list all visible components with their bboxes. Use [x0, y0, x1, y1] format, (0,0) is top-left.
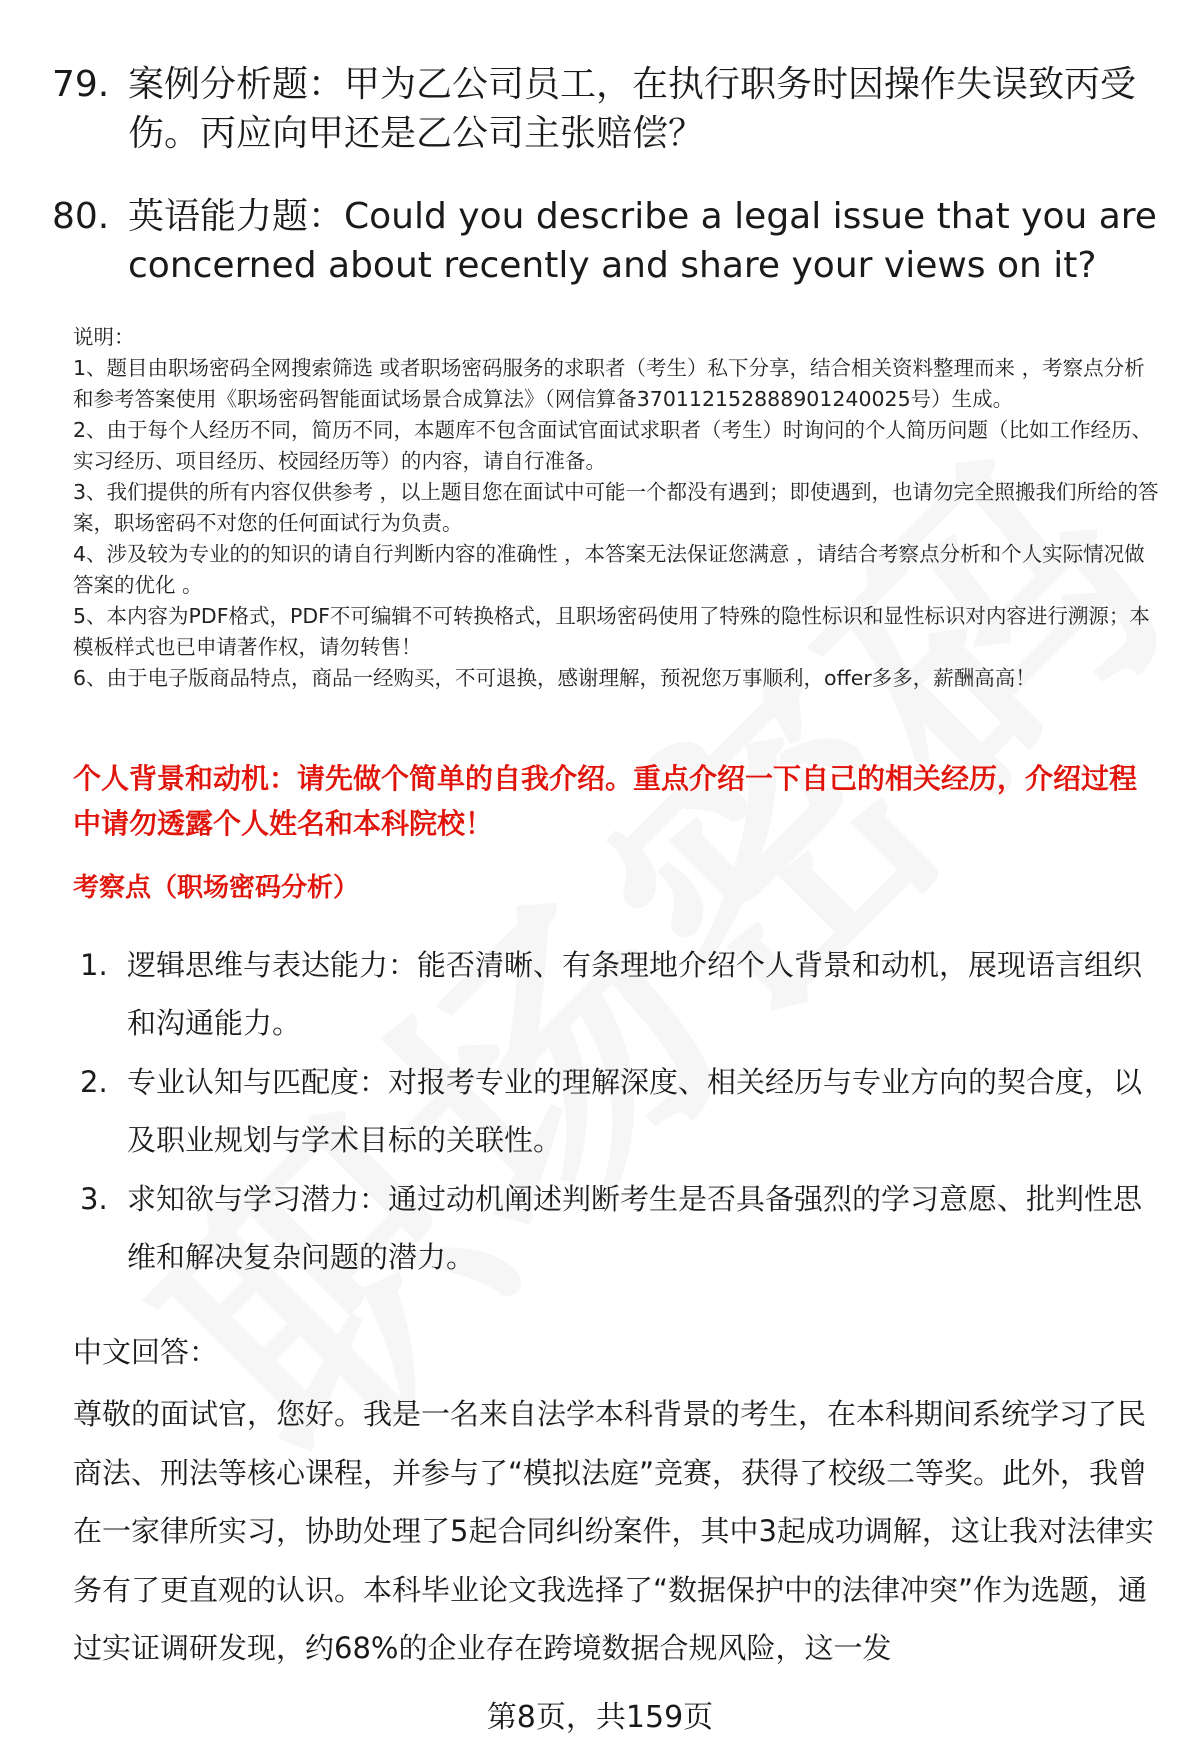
point-text: 求知欲与学习潜力：通过动机阐述判断考生是否具备强烈的学习意愿、批判性思维和解决复杂问题的潜力。: [127, 1182, 1143, 1274]
question-number: 80.: [52, 196, 110, 237]
notes-title: 说明：: [73, 325, 135, 349]
list-item: [80, 1170, 1160, 1286]
point-text: 逻辑思维与表达能力：能否清晰、有条理地介绍个人背景和动机，展现语言组织和沟通能力。: [127, 948, 1143, 1040]
assessment-points: [80, 936, 1160, 1286]
list-item: [80, 936, 1160, 1053]
point-number: 3.: [80, 1182, 108, 1216]
question-number: 79.: [52, 64, 110, 105]
point-number: 1.: [80, 948, 108, 982]
question-text: 案例分析题：甲为乙公司员工，在执行职务时因操作失误致丙受伤。丙应向甲还是乙公司主张赔偿？: [128, 64, 1137, 154]
section-subtitle: 考察点（职场密码分析）: [73, 873, 360, 903]
point-text: 专业认知与匹配度：对报考专业的理解深度、相关经历与专业方向的契合度，以及职业规划与学术目标的关联性。: [127, 1065, 1143, 1157]
section-title: 个人背景和动机：请先做个简单的自我介绍。重点介绍一下自己的相关经历，介绍过程中请勿透露个人姓名和本科院校！: [73, 762, 1138, 840]
answer-text: 尊敬的面试官，您好。我是一名来自法学本科背景的考生，在本科期间系统学习了民商法、刑法等核心课程，并参与了“模拟法庭”竞赛，获得了校级二等奖。此外，我曾在一家律所实习，协助处理了5起合同纠纷案件，其中3起成功调解，这让我对法律实务有了更直观的认识。本科毕业论文我选择了“数据保护中的法律冲突”作为选题，通过实证调研发现，约68%的企业存在跨境数据合规风险，这一发: [73, 1397, 1154, 1666]
point-number: 2.: [80, 1065, 108, 1099]
list-item: [80, 1053, 1160, 1170]
question-79: [52, 60, 1162, 158]
notes-block: [73, 322, 1163, 694]
answer-label: 中文回答：: [73, 1335, 219, 1369]
note-item: 6、由于电子版商品特点，商品一经购买，不可退换，感谢理解，预祝您万事顺利，offer多多，薪酬高高！: [73, 666, 1036, 690]
note-item: 1、题目由职场密码全网搜索筛选 或者职场密码服务的求职者（考生）私下分享，结合相关资料整理而来 ，考察点分析和参考答案使用《职场密码智能面试场景合成算法》（网信算备370112152888901240025号）生成。: [73, 356, 1145, 411]
question-text: 英语能力题：Could you describe a legal issue that you are concerned about recently and share your views on it?: [128, 196, 1157, 286]
note-item: 4、涉及较为专业的的知识的请自行判断内容的准确性 ，本答案无法保证您满意 ，请结合考察点分析和个人实际情况做答案的优化 。: [73, 542, 1145, 597]
note-item: 2、由于每个人经历不同，简历不同，本题库不包含面试官面试求职者（考生）时询问的个人简历问题（比如工作经历、实习经历、项目经历、校园经历等）的内容，请自行准备。: [73, 418, 1153, 473]
note-item: 3、我们提供的所有内容仅供参考 ，以上题目您在面试中可能一个都没有遇到；即使遇到，也请勿完全照搬我们所给的答案，职场密码不对您的任何面试行为负责。: [73, 480, 1159, 535]
note-item: 5、本内容为PDF格式，PDF不可编辑不可转换格式，且职场密码使用了特殊的隐性标识和显性标识对内容进行溯源；本模板样式也已申请著作权，请勿转售！: [73, 604, 1150, 659]
question-80: [52, 192, 1162, 290]
page-footer: 第8页，共159页: [486, 1700, 714, 1735]
